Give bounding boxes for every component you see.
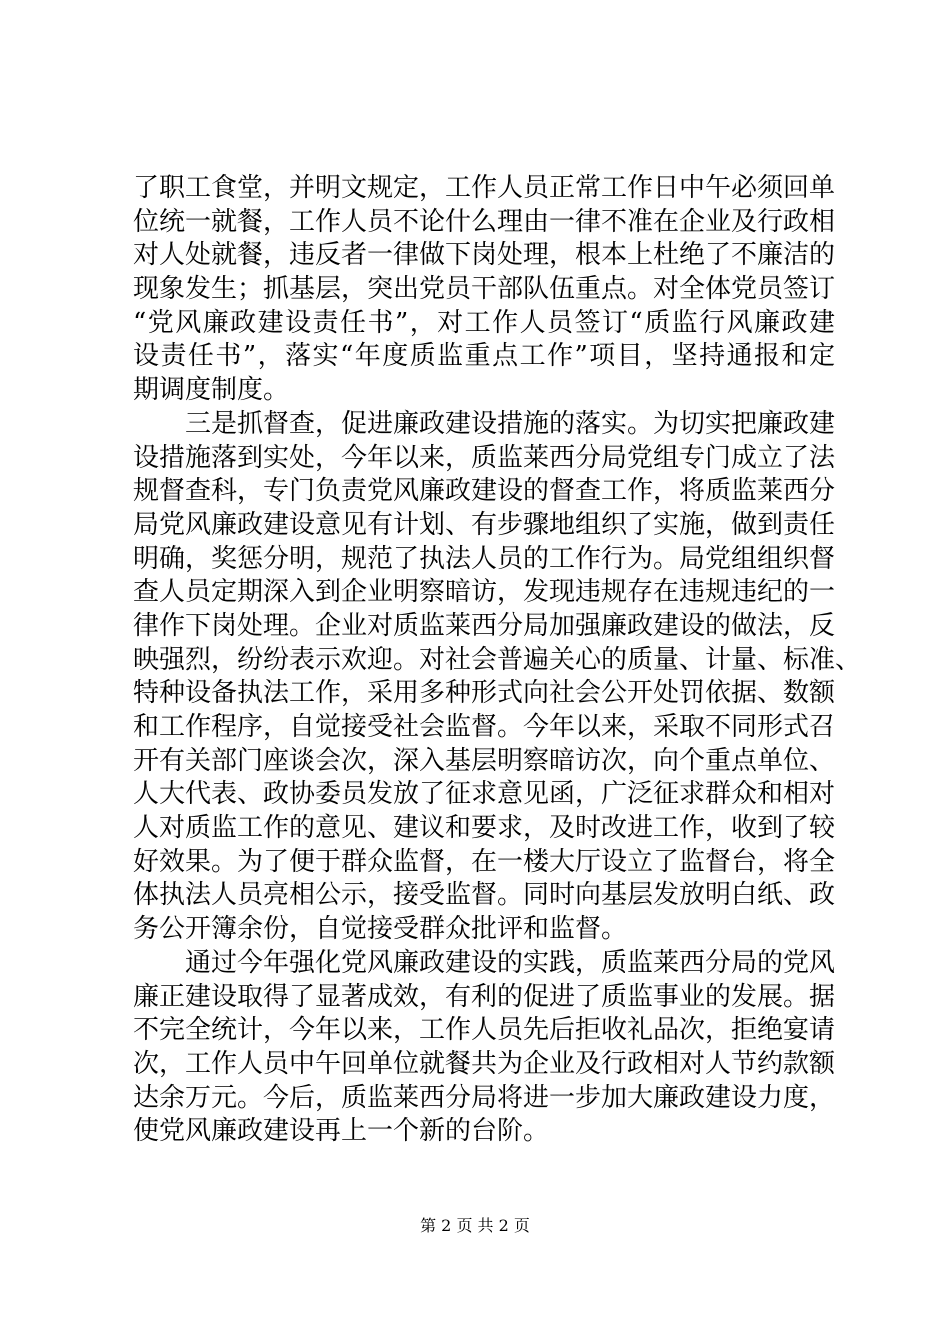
text-line: 体执法人员亮相公示，接受监督。同时向基层发放明白纸、政	[133, 880, 836, 911]
text-line: 和工作程序，自觉接受社会监督。今年以来，采取不同形式召	[133, 712, 836, 742]
text-line: 对人处就餐，违反者一律做下岗处理，根本上杜绝了不廉洁的	[133, 240, 836, 271]
text-line: 务公开簿余份，自觉接受群众批评和监督。	[133, 914, 628, 945]
text-line: 次，工作人员中午回单位就餐共为企业及行政相对人节约款额	[133, 1048, 836, 1079]
paragraph-first-line: 三是抓督查，促进廉政建设措施的落实。为切实把廉政建	[185, 408, 836, 439]
text-line: 达余万元。今后，质监莱西分局将进一步加大廉政建设力度，	[133, 1082, 836, 1113]
text-line: 不完全统计，今年以来，工作人员先后拒收礼品次，拒绝宴请	[133, 1015, 836, 1046]
text-line: 期调度制度。	[133, 375, 290, 406]
text-line: 现象发生；抓基层，突出党员干部队伍重点。对全体党员签订	[133, 274, 836, 305]
text-line: 律作下岗处理。企业对质监莱西分局加强廉政建设的做法，反	[133, 610, 836, 641]
text-line: 局党风廉政建设意见有计划、有步骤地组织了实施，做到责任	[133, 509, 836, 540]
page-footer	[0, 1216, 950, 1236]
text-line: 设措施落到实处，今年以来，质监莱西分局党组专门成立了法	[133, 442, 836, 473]
page-number-label: 第 2 页 共 2 页	[420, 1216, 530, 1235]
body-text	[133, 172, 862, 1149]
text-line: 规督查科，专门负责党风廉政建设的督查工作，将质监莱西分	[133, 476, 836, 507]
text-line: 明确，奖惩分明，规范了执法人员的工作行为。局党组组织督	[133, 543, 836, 574]
text-line: 开有关部门座谈会次，深入基层明察暗访次，向个重点单位、	[133, 745, 836, 776]
text-line: 查人员定期深入到企业明察暗访，发现违规存在违规违纪的一	[133, 577, 836, 608]
text-line: 映强烈，纷纷表示欢迎。对社会普遍关心的质量、计量、标准、	[133, 644, 862, 675]
text-line: “党风廉政建设责任书”，对工作人员签订“质监行风廉政建	[133, 307, 835, 338]
text-line: 好效果。为了便于群众监督，在一楼大厅设立了监督台，将全	[133, 846, 836, 877]
paragraph-first-line: 通过今年强化党风廉政建设的实践，质监莱西分局的党风	[185, 947, 836, 978]
text-line: 人大代表、政协委员发放了征求意见函，广泛征求群众和相对	[133, 779, 836, 810]
text-line: 廉正建设取得了显著成效，有利的促进了质监事业的发展。据	[133, 981, 836, 1012]
text-line: 设责任书”，落实“年度质监重点工作”项目，坚持通报和定	[133, 341, 835, 372]
text-line: 特种设备执法工作，采用多种形式向社会公开处罚依据、数额	[133, 678, 836, 709]
text-line: 位统一就餐，工作人员不论什么理由一律不准在企业及行政相	[133, 206, 836, 237]
text-line: 了职工食堂，并明文规定，工作人员正常工作日中午必须回单	[133, 173, 836, 203]
text-line: 使党风廉政建设再上一个新的台阶。	[133, 1116, 550, 1147]
text-line: 人对质监工作的意见、建议和要求，及时改进工作，收到了较	[133, 813, 836, 844]
